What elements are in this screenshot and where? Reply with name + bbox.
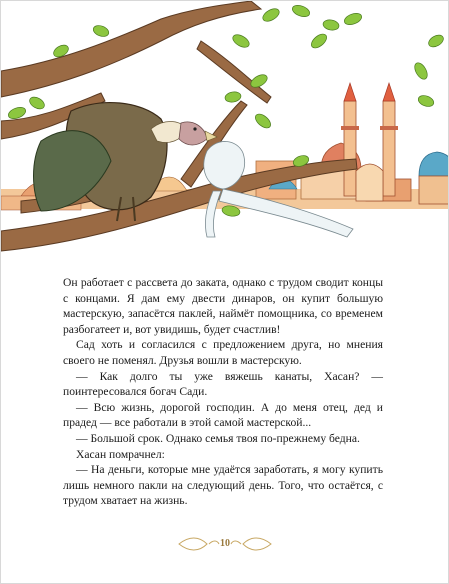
- page-number: 10: [220, 538, 230, 549]
- mosque-illustration: [341, 83, 398, 201]
- paragraph: — Большой срок. Однако семья твоя по-прежнему бедна.: [76, 431, 360, 445]
- paragraph: Он работает с рассвета до заката, однако с трудом сводит концы с концами. Я дам ему двести динаров, он купит большую мастерскую, запасётся паклей, наймёт помощника, со временем разбогатеет и, вот увидишь, будет счастлив!: [63, 276, 383, 336]
- vulture-tree-mosque-illustration: [1, 1, 449, 263]
- paragraph: Сад хоть и согласился с предложением друга, но мнения своего не поменял. Друзья вошли в мастерскую.: [63, 338, 383, 367]
- paragraph: — Всю жизнь, дорогой господин. А до меня отец, дед и прадед — все работали в этой самой мастерской...: [63, 400, 383, 430]
- paragraph: — На деньги, которые мне удаётся заработать, я могу купить лишь немного пакли на следующий день. Того, что остаётся, с трудом хватает на жизнь.: [63, 463, 383, 508]
- paragraph: Хасан помрачнел:: [76, 447, 165, 461]
- page-footer: [175, 532, 275, 556]
- story-text: [63, 275, 383, 509]
- paragraph: — Как долго ты уже вяжешь канаты, Хасан? — поинтересовался богач Сади.: [63, 369, 383, 399]
